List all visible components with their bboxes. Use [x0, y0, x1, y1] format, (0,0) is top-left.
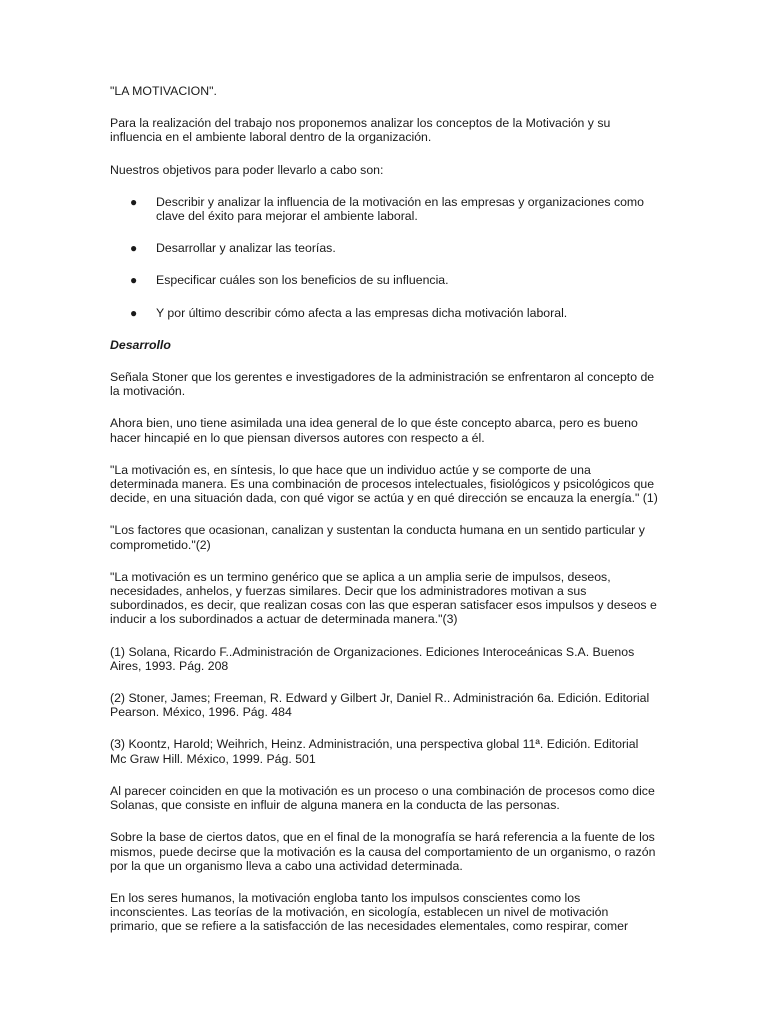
list-item — [110, 306, 658, 320]
intro-paragraph: Para la realización del trabajo nos proponemos analizar los conceptos de la Motivación y su influencia en el ambiente laboral dentro de la organización. — [110, 116, 611, 145]
bullet-icon: ● — [130, 305, 138, 320]
document-title: "LA MOTIVACION". — [110, 84, 217, 98]
bullet-icon: ● — [130, 194, 138, 209]
objectives-list — [110, 195, 658, 320]
footnote: (2) Stoner, James; Freeman, R. Edward y Gilbert Jr, Daniel R.. Administración 6a. Edición. Editorial Pearson. México, 1996. Pág. 484 — [110, 691, 650, 720]
body-paragraph: Al parecer coinciden en que la motivación es un proceso o una combinación de procesos como dice Solanas, que consiste en influir de alguna manera en la conducta de las personas. — [110, 783, 655, 813]
document-page — [110, 84, 658, 952]
body-paragraph: En los seres humanos, la motivación engloba tanto los impulsos conscientes como los inconscientes. Las teorías de la motivación, en sicología, establecen un nivel de motivación primario, que se refiere a la satisfacción de las necesidades elementales, como respirar, comer — [110, 890, 629, 934]
objectives-intro: Nuestros objetivos para poder llevarlo a cabo son: — [110, 162, 384, 177]
quote-paragraph: "La motivación es un termino genérico que se aplica a un amplia serie de impulsos, deseos, necesidades, anhelos, y fuerzas similares. Decir que los administradores motivan a sus subordinados, es decir, que realizan cosas con las que esperan satisfacer esos impulsos y deseos e inducir a los subordinados a actuar de determinada manera."(3) — [110, 569, 657, 627]
list-item — [110, 195, 658, 223]
quote-paragraph: "La motivación es, en síntesis, lo que hace que un individuo actúe y se comporte de una determinada manera. Es una combinación de procesos intelectuales, fisiológicos y psicológicos que decide, en una situación dada, con qué vigor se actúa y en qué dirección se encauza la energía." (1) — [110, 462, 658, 506]
bullet-icon: ● — [130, 273, 138, 288]
objective-text: Y por último describir cómo afecta a las empresas dicha motivación laboral. — [156, 305, 568, 320]
objective-text: Especificar cuáles son los beneficios de su influencia. — [156, 273, 449, 288]
footnote: (1) Solana, Ricardo F..Administración de Organizaciones. Ediciones Interoceánicas S.A. Buenos Aires, 1993. Pág. 208 — [110, 644, 635, 673]
footnote: (3) Koontz, Harold; Weihrich, Heinz. Administración, una perspectiva global 11ª. Edición. Editorial Mc Graw Hill. México, 1999. Pág. 501 — [110, 737, 639, 766]
bullet-icon: ● — [130, 241, 138, 256]
quote-paragraph: "Los factores que ocasionan, canalizan y sustentan la conducta humana en un sentido particular y comprometido."(2) — [110, 523, 645, 552]
body-paragraph: Señala Stoner que los gerentes e investigadores de la administración se enfrentaron al concepto de la motivación. — [110, 370, 655, 399]
body-paragraph: Sobre la base de ciertos datos, que en el final de la monografía se hará referencia a la fuente de los mismos, puede decirse que la motivación es la causa del comportamiento de un organismo, o razón por la que un organismo lleva a cabo una actividad determinada. — [110, 830, 656, 873]
list-item — [110, 273, 658, 287]
objective-text: Describir y analizar la influencia de la motivación en las empresas y organizaciones como clave del éxito para mejorar el ambiente laboral. — [156, 194, 645, 224]
list-item — [110, 241, 658, 255]
objective-text: Desarrollar y analizar las teorías. — [156, 241, 336, 256]
body-paragraph: Ahora bien, uno tiene asimilada una idea general de lo que éste concepto abarca, pero es bueno hacer hincapié en lo que piensan diversos autores con respecto a él. — [110, 416, 638, 445]
section-heading: Desarrollo — [110, 337, 171, 352]
